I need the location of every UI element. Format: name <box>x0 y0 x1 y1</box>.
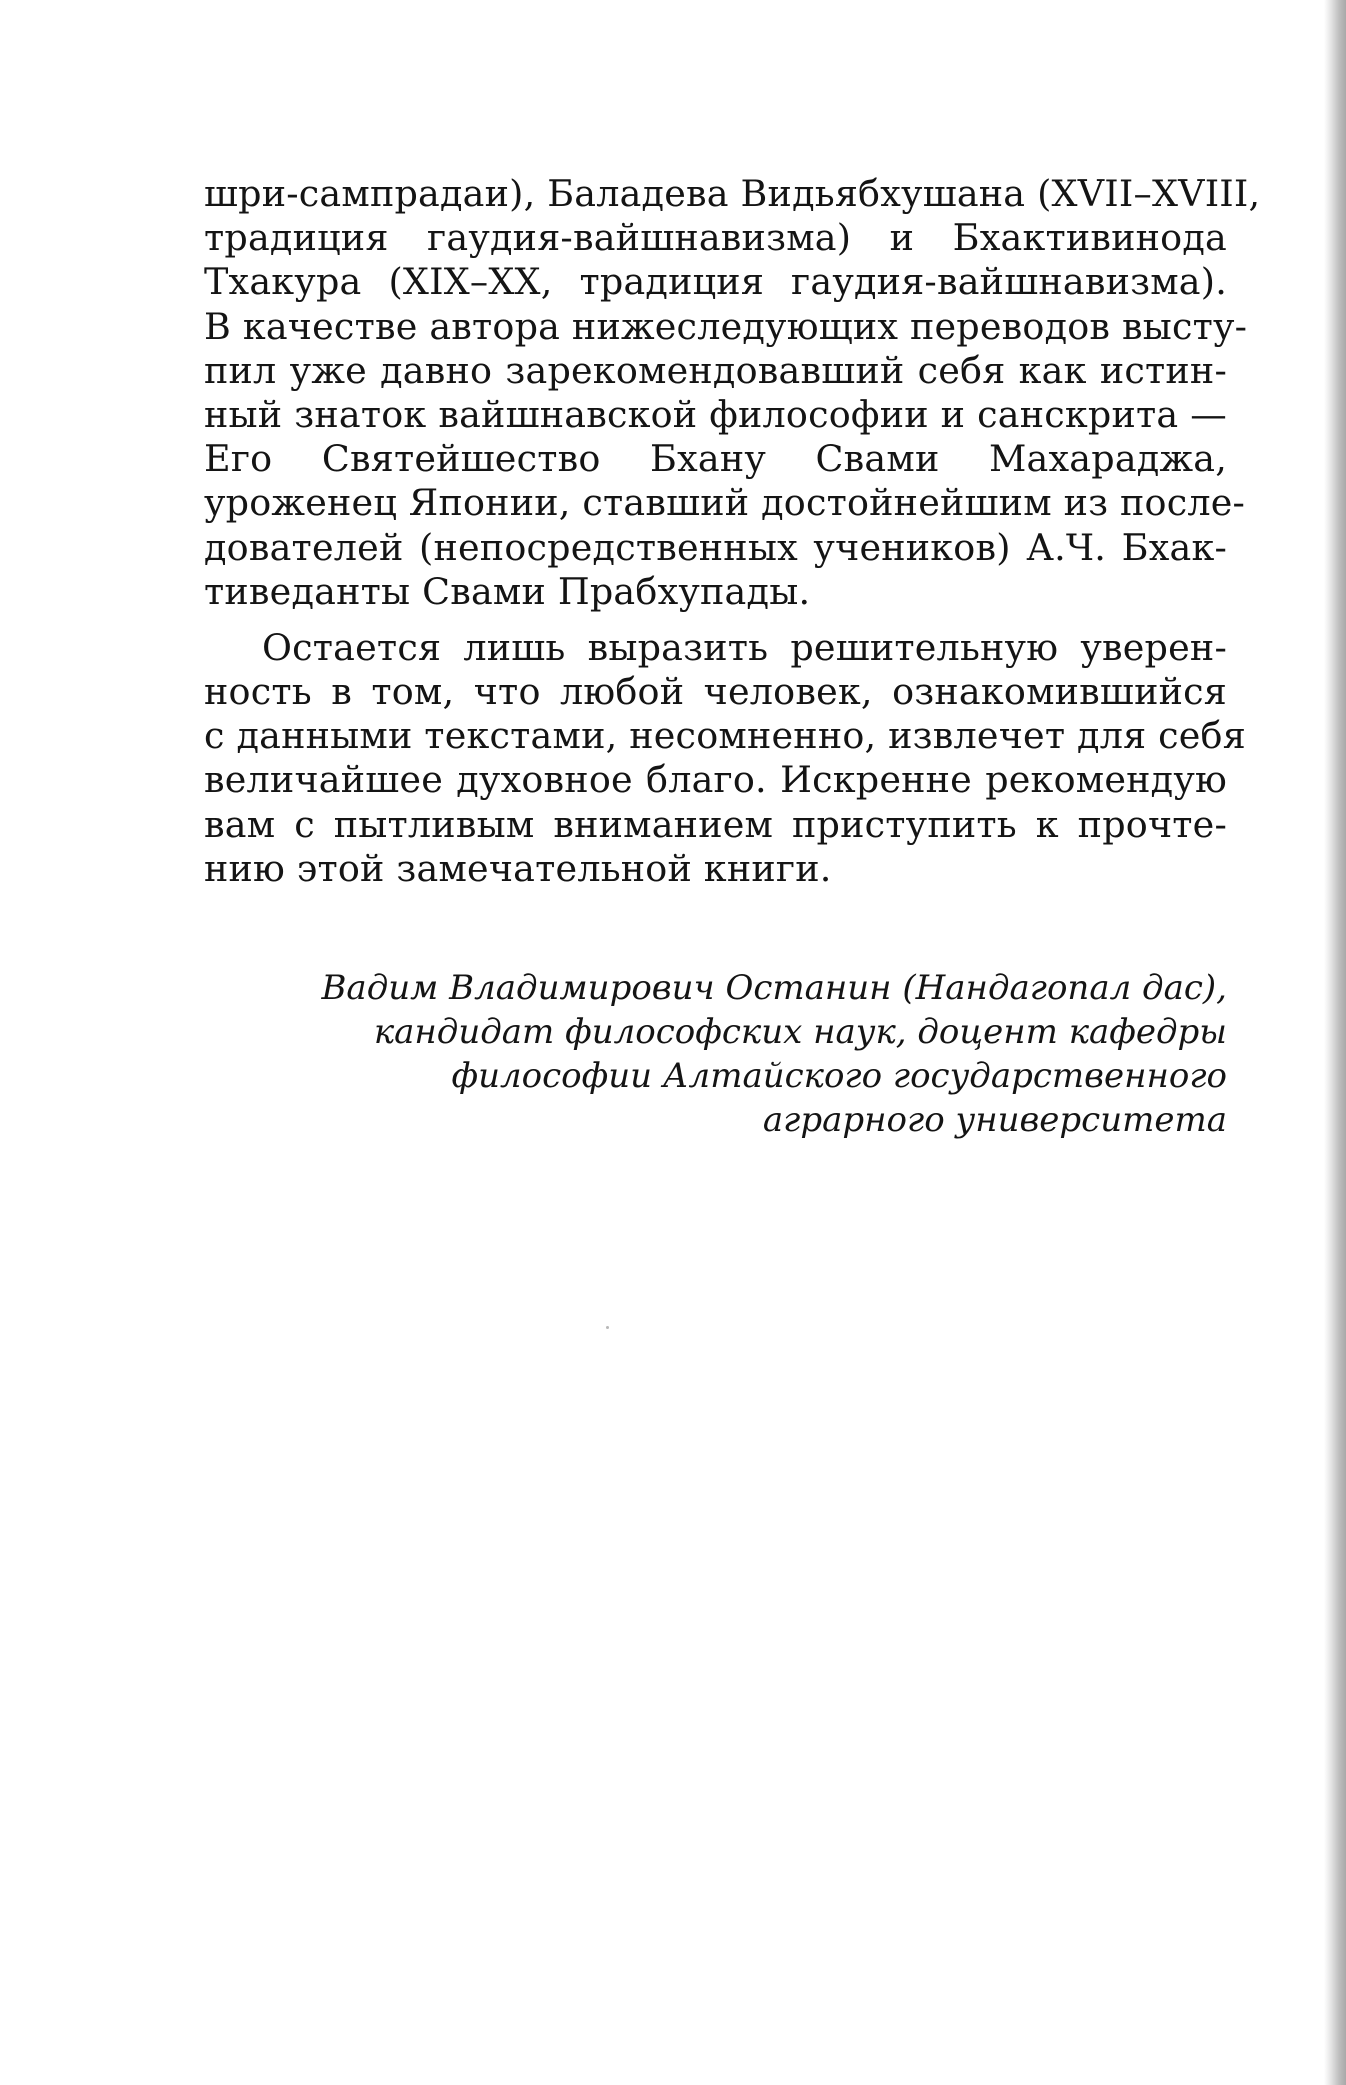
text-line: тиведанты Свами Прабхупады. <box>204 569 811 613</box>
paper-speck <box>606 1326 609 1329</box>
text-line: традиция гаудия-вайшнавизма) и Бхактивинода <box>204 216 1227 260</box>
text-line: ность в том, что любой человек, ознакомившийся <box>204 670 1227 714</box>
text-line: Остается лишь выразить решительную уверен- <box>262 625 1227 669</box>
text-line: шри-сампрадаи), Баладева Видьябхушана (XVII–XVIII, <box>204 172 1261 215</box>
text-line: Его Святейшество Бхану Свами Махараджа, <box>204 437 1227 481</box>
signature-line: кандидат философских наук, доцент кафедры <box>373 1012 1227 1052</box>
text-line: вам с пытливым вниманием приступить к прочте- <box>204 802 1227 846</box>
author-signature <box>247 966 1227 1142</box>
text-line: дователей (непосредственных учеников) А.Ч. Бхак- <box>204 525 1227 569</box>
text-line: В качестве автора нижеследующих переводов высту- <box>204 304 1248 348</box>
signature-line: Вадим Владимирович Останин (Нандагопал дас), <box>321 968 1227 1008</box>
text-line: с данными текстами, несомненно, извлечет для себя <box>204 714 1246 758</box>
text-line: уроженец Японии, ставший достойнейшим из после- <box>204 481 1246 525</box>
text-line: нию этой замечательной книги. <box>204 846 832 890</box>
text-line: пил уже давно зарекомендовавший себя как истин- <box>204 348 1227 392</box>
page-edge-shadow <box>1324 0 1346 2085</box>
body-text <box>204 172 1261 891</box>
signature-line: аграрного университета <box>762 1100 1227 1140</box>
text-line: ный знаток вайшнавской философии и санскрита — <box>204 392 1227 436</box>
text-line: Тхакура (XIX–XX, традиция гаудия-вайшнавизма). <box>204 260 1227 304</box>
signature-line: философии Алтайского государственного <box>451 1056 1227 1096</box>
text-line: величайшее духовное благо. Искренне рекомендую <box>204 758 1227 802</box>
paragraph-gap <box>204 614 1227 626</box>
